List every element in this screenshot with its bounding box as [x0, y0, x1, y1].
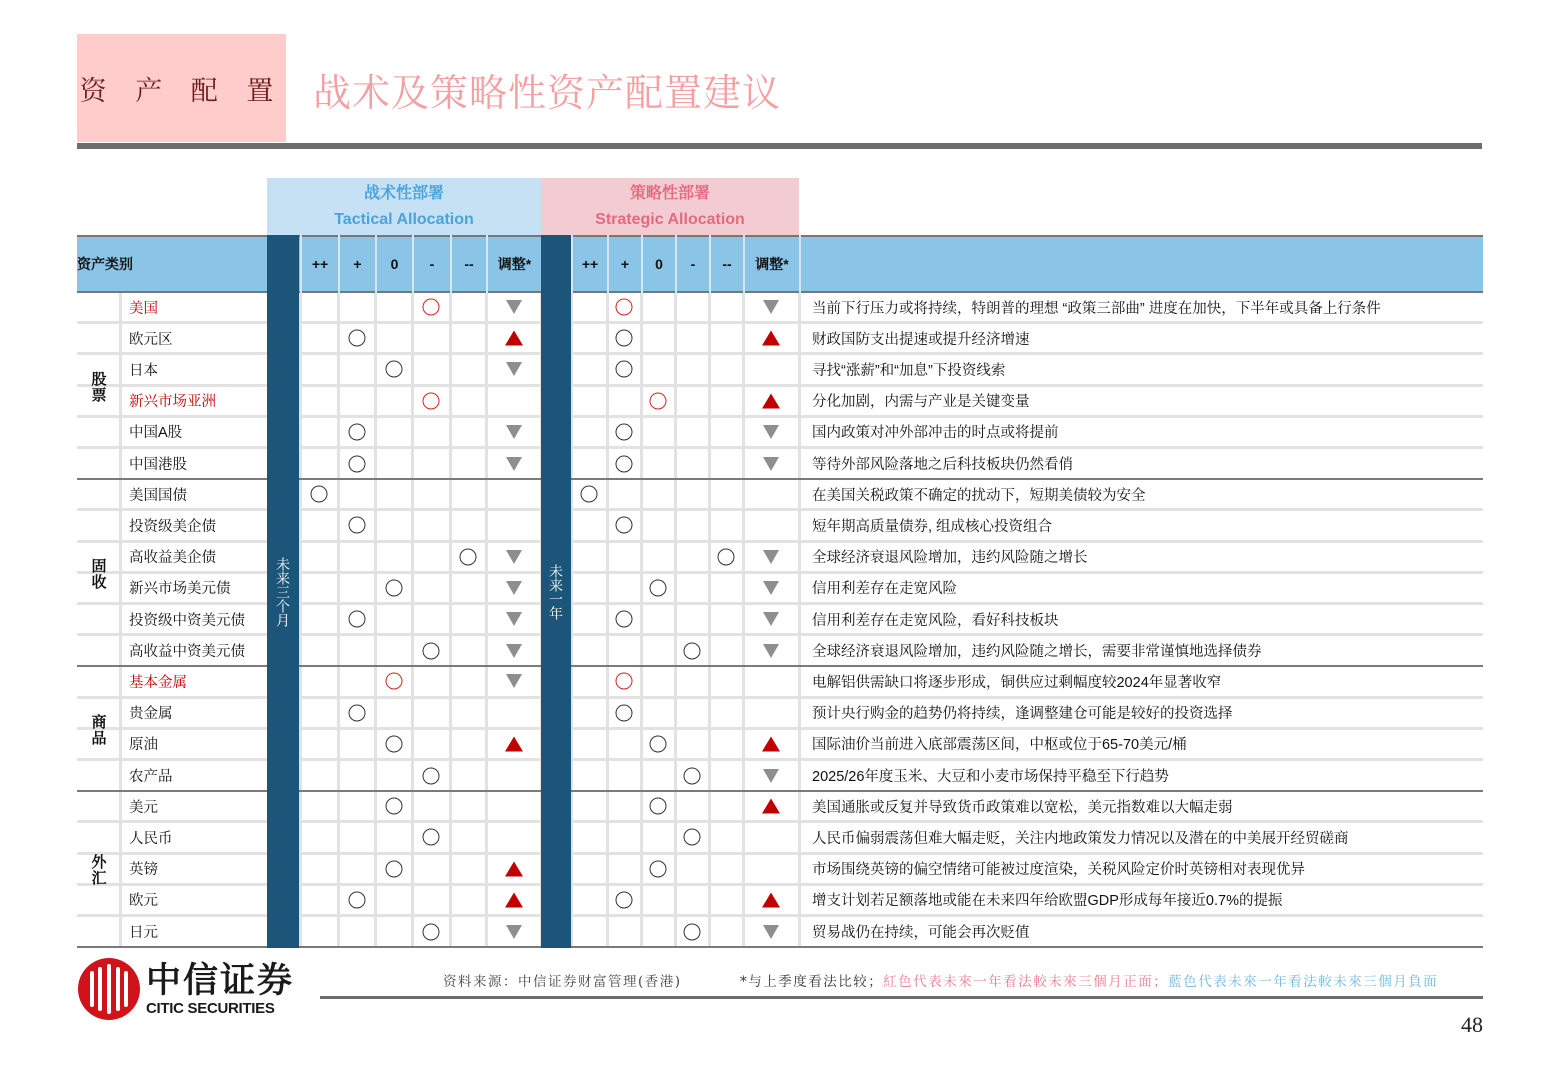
- asset-name: 欧元区: [119, 324, 267, 352]
- strategic-adjust-up-triangle-icon: [762, 393, 780, 408]
- tactical-period-label: 未来三个月: [275, 556, 291, 627]
- strategic-col-header-2: 0: [641, 235, 675, 293]
- citic-logo-icon: [78, 958, 140, 1020]
- section-tab: [77, 34, 286, 142]
- strategic-col-header-3: -: [675, 235, 709, 293]
- strategic-position-circle-icon: [684, 923, 701, 940]
- strategic-adjust-up-triangle-icon: [762, 736, 780, 751]
- tactical-label-cn: 战术性部署: [363, 184, 444, 202]
- asset-name: 投资级中资美元债: [119, 605, 267, 633]
- tactical-position-circle-icon: [385, 860, 402, 877]
- comment-text: 全球经济衰退风险增加，违约风险随之增长，需要非常谨慎地选择债券: [812, 644, 1262, 661]
- tactical-position-circle-icon: [423, 392, 440, 409]
- footer-divider: [320, 996, 1483, 999]
- tactical-position-circle-icon: [423, 767, 440, 784]
- asset-class-header: 资产类别: [77, 256, 133, 272]
- strategic-position-circle-icon: [616, 517, 633, 534]
- asset-name: 日本: [119, 355, 267, 383]
- asset-name: 美元: [119, 792, 267, 820]
- comment-text: 2025/26年度玉米、大豆和小麦市场保持平稳至下行趋势: [812, 769, 1169, 786]
- tactical-allocation-header: [267, 178, 541, 235]
- comment-text: 贸易战仍在持续，可能会再次贬值: [812, 925, 1030, 942]
- strategic-col-header-5: 调整*: [743, 235, 799, 293]
- tactical-position-circle-icon: [385, 361, 402, 378]
- comment-text: 寻找“涨薪”和“加息”下投资线索: [812, 362, 1006, 379]
- asset-name: 美国: [119, 293, 267, 321]
- tactical-position-circle-icon: [348, 704, 365, 721]
- comment-text: 分化加剧，内需与产业是关键变量: [812, 394, 1030, 411]
- tactical-position-circle-icon: [460, 548, 477, 565]
- strategic-position-circle-icon: [616, 423, 633, 440]
- tactical-col-header-2: 0: [375, 235, 412, 293]
- tactical-adjust-down-triangle-icon: [506, 362, 522, 376]
- asset-name: 新兴市场亚洲: [119, 387, 267, 415]
- strategic-position-circle-icon: [616, 611, 633, 628]
- strategic-adjust-down-triangle-icon: [763, 769, 779, 783]
- asset-category-label: 股票: [89, 370, 107, 403]
- strategic-period-label: 未来一年: [548, 563, 564, 620]
- strategic-col-header-0: ++: [571, 235, 607, 293]
- comment-text: 市场围绕英镑的偏空情绪可能被过度渲染，关税风险定价时英镑相对表现优异: [812, 862, 1305, 879]
- strategic-position-circle-icon: [650, 735, 667, 752]
- strategic-adjust-down-triangle-icon: [763, 581, 779, 595]
- tactical-position-circle-icon: [311, 486, 328, 503]
- title-divider: [77, 143, 1482, 149]
- tactical-adjust-down-triangle-icon: [506, 550, 522, 564]
- asset-category-label: 固收: [89, 557, 107, 590]
- comment-text: 增支计划若足额落地或能在未来四年给欧盟GDP形成每年接近0.7%的提振: [812, 893, 1283, 910]
- strategic-adjust-down-triangle-icon: [763, 457, 779, 471]
- tactical-position-circle-icon: [348, 611, 365, 628]
- asset-category-label: 商品: [89, 713, 107, 746]
- strategic-position-circle-icon: [684, 642, 701, 659]
- asset-name: 中国港股: [119, 449, 267, 478]
- tactical-col-header-5: 调整*: [486, 235, 541, 293]
- comment-col-header: [799, 235, 1483, 293]
- tactical-position-circle-icon: [423, 299, 440, 316]
- asset-name: 贵金属: [119, 699, 267, 727]
- tactical-adjust-down-triangle-icon: [506, 581, 522, 595]
- strategic-adjust-down-triangle-icon: [763, 612, 779, 626]
- tactical-position-circle-icon: [348, 455, 365, 472]
- tactical-adjust-up-triangle-icon: [505, 331, 523, 346]
- tactical-period-column: [267, 235, 299, 948]
- strategic-position-circle-icon: [616, 330, 633, 347]
- tactical-position-circle-icon: [348, 330, 365, 347]
- strategic-col-header-4: --: [709, 235, 743, 293]
- strategic-allocation-header: [541, 178, 799, 235]
- comparison-note-blue: 藍色代表未來一年看法較未來三個月負面: [1168, 974, 1439, 990]
- strategic-position-circle-icon: [684, 767, 701, 784]
- comment-text: 预计央行购金的趋势仍将持续，逢调整建仓可能是较好的投资选择: [812, 706, 1233, 723]
- strategic-position-circle-icon: [616, 299, 633, 316]
- asset-name: 中国A股: [119, 418, 267, 446]
- asset-name: 高收益美企债: [119, 543, 267, 571]
- tactical-position-circle-icon: [385, 798, 402, 815]
- asset-name: 基本金属: [119, 667, 267, 695]
- strategic-position-circle-icon: [718, 548, 735, 565]
- tactical-adjust-down-triangle-icon: [506, 612, 522, 626]
- strategic-adjust-down-triangle-icon: [763, 300, 779, 314]
- asset-name: 高收益中资美元债: [119, 636, 267, 665]
- asset-category-label: 外汇: [89, 854, 107, 887]
- strategic-adjust-up-triangle-icon: [762, 331, 780, 346]
- comment-text: 当前下行压力或将持续，特朗普的理想 “政策三部曲” 进度在加快，下半年或具备上行条件: [812, 300, 1381, 317]
- strategic-col-header-1: +: [607, 235, 641, 293]
- strategic-adjust-up-triangle-icon: [762, 892, 780, 907]
- strategic-position-circle-icon: [616, 455, 633, 472]
- tactical-col-header-3: -: [412, 235, 450, 293]
- tactical-position-circle-icon: [385, 673, 402, 690]
- tactical-adjust-down-triangle-icon: [506, 300, 522, 314]
- tactical-position-circle-icon: [423, 829, 440, 846]
- strategic-position-circle-icon: [684, 829, 701, 846]
- asset-name: 欧元: [119, 886, 267, 914]
- comment-text: 人民币偏弱震荡但难大幅走贬，关注内地政策发力情况以及潜在的中美展开经贸磋商: [812, 830, 1349, 847]
- page-number: 48: [1461, 1012, 1483, 1037]
- strategic-position-circle-icon: [650, 860, 667, 877]
- asset-category: [77, 667, 119, 792]
- comment-text: 美国通胀或反复并导致货币政策难以宽松，美元指数难以大幅走弱: [812, 799, 1233, 816]
- strategic-position-circle-icon: [616, 361, 633, 378]
- asset-name: 农产品: [119, 761, 267, 790]
- strategic-adjust-down-triangle-icon: [763, 644, 779, 658]
- tactical-position-circle-icon: [348, 423, 365, 440]
- tactical-adjust-down-triangle-icon: [506, 925, 522, 939]
- strategic-position-circle-icon: [616, 704, 633, 721]
- tactical-adjust-down-triangle-icon: [506, 644, 522, 658]
- strategic-position-circle-icon: [581, 486, 598, 503]
- tactical-label-en: Tactical Allocation: [334, 210, 474, 228]
- comment-text: 国内政策对冲外部冲击的时点或将提前: [812, 425, 1059, 442]
- tactical-position-circle-icon: [423, 642, 440, 659]
- tactical-adjust-up-triangle-icon: [505, 861, 523, 876]
- tactical-adjust-down-triangle-icon: [506, 425, 522, 439]
- asset-category: [77, 480, 119, 667]
- strategic-position-circle-icon: [650, 392, 667, 409]
- tactical-position-circle-icon: [348, 891, 365, 908]
- asset-name: 美国国债: [119, 480, 267, 508]
- asset-name: 新兴市场美元债: [119, 574, 267, 602]
- logo-name-en: CITIC SECURITIES: [146, 999, 275, 1017]
- comment-text: 国际油价当前进入底部震荡区间，中枢或位于65-70美元/桶: [812, 737, 1187, 754]
- citic-logo: [78, 958, 294, 1020]
- tactical-position-circle-icon: [385, 579, 402, 596]
- source-note: 资料来源：中信证券财富管理(香港): [443, 974, 682, 990]
- comparison-note-red: 紅色代表未來一年看法較未來三個月正面；: [883, 974, 1169, 990]
- comparison-note: [740, 970, 1438, 990]
- strategic-adjust-down-triangle-icon: [763, 425, 779, 439]
- comment-text: 电解铝供需缺口将逐步形成，铜供应过剩幅度较2024年显著收窄: [812, 674, 1222, 691]
- tactical-adjust-down-triangle-icon: [506, 674, 522, 688]
- asset-name: 英镑: [119, 855, 267, 883]
- tactical-col-header-4: --: [450, 235, 486, 293]
- strategic-position-circle-icon: [650, 798, 667, 815]
- strategic-position-circle-icon: [616, 673, 633, 690]
- strategic-label-cn: 策略性部署: [629, 184, 710, 202]
- strategic-position-circle-icon: [616, 891, 633, 908]
- comment-text: 全球经济衰退风险增加，违约风险随之增长: [812, 550, 1088, 567]
- page-title: 战术及策略性资产配置建议: [313, 71, 782, 115]
- asset-name: 投资级美企债: [119, 511, 267, 539]
- comment-text: 等待外部风险落地之后科技板块仍然看俏: [812, 457, 1073, 474]
- asset-name: 日元: [119, 917, 267, 946]
- asset-name: 人民币: [119, 823, 267, 851]
- asset-name: 原油: [119, 730, 267, 758]
- asset-category: [77, 293, 119, 480]
- comment-text: 短年期高质量债券, 组成核心投资组合: [812, 518, 1053, 535]
- strategic-adjust-up-triangle-icon: [762, 799, 780, 814]
- asset-category: [77, 792, 119, 948]
- comment-text: 信用利差存在走宽风险: [812, 581, 957, 598]
- tactical-col-header-1: +: [338, 235, 375, 293]
- comment-text: 财政国防支出提速或提升经济增速: [812, 331, 1030, 348]
- comment-text: 信用利差存在走宽风险，看好科技板块: [812, 612, 1059, 629]
- tactical-adjust-up-triangle-icon: [505, 736, 523, 751]
- logo-name-cn: 中信证券: [146, 959, 295, 1001]
- tactical-col-header-0: ++: [300, 235, 338, 293]
- tactical-position-circle-icon: [385, 735, 402, 752]
- strategic-label-en: Strategic Allocation: [595, 210, 745, 228]
- comment-text: 在美国关税政策不确定的扰动下，短期美债较为安全: [812, 487, 1146, 504]
- strategic-position-circle-icon: [650, 579, 667, 596]
- strategic-adjust-down-triangle-icon: [763, 550, 779, 564]
- strategic-adjust-down-triangle-icon: [763, 925, 779, 939]
- tactical-position-circle-icon: [348, 517, 365, 534]
- tactical-position-circle-icon: [423, 923, 440, 940]
- tactical-adjust-up-triangle-icon: [505, 892, 523, 907]
- strategic-period-column: [541, 235, 571, 948]
- section-label: 资 产 配 置: [79, 75, 284, 107]
- comparison-note-prefix: *与上季度看法比较；: [740, 974, 884, 990]
- tactical-adjust-down-triangle-icon: [506, 457, 522, 471]
